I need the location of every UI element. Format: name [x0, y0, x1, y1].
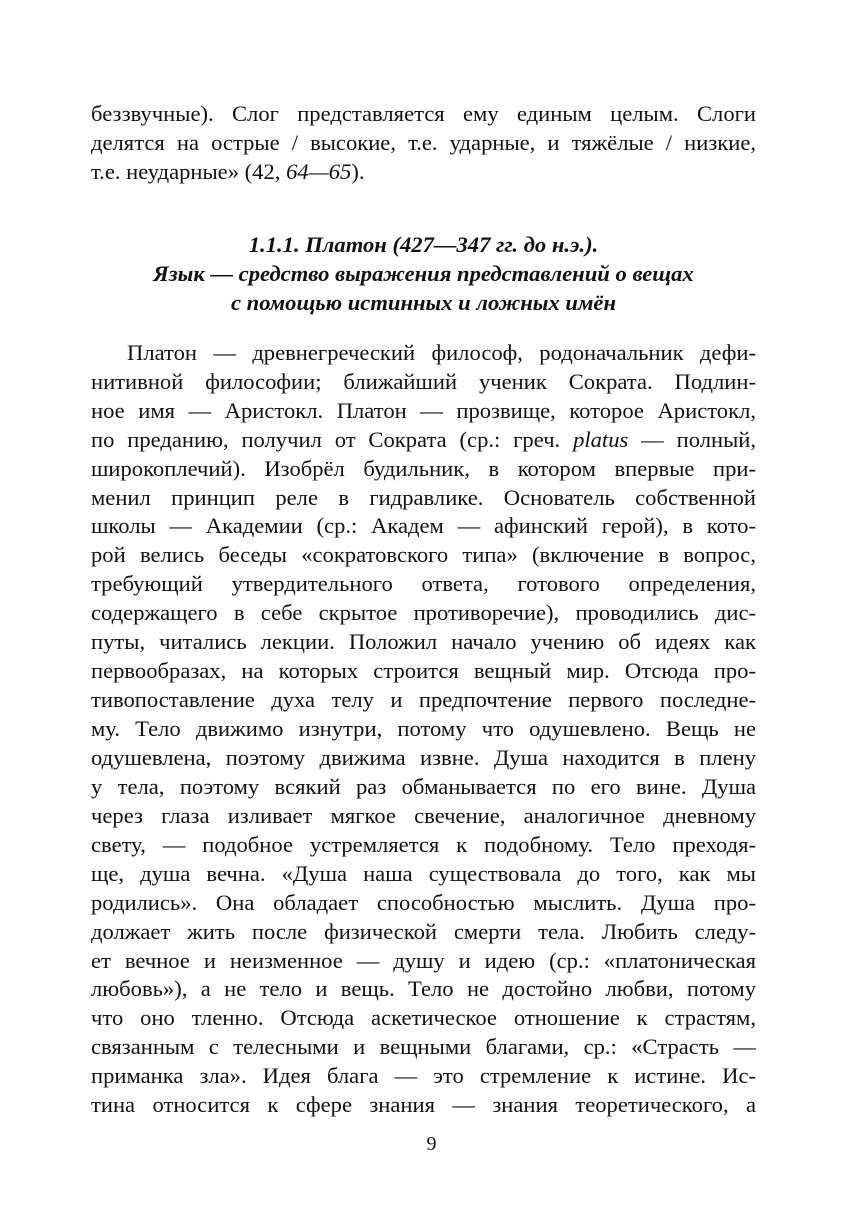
text-line: ное имя — Аристокл. Платон — прозвище, которое Аристокл, — [91, 397, 756, 423]
text-line: беззвучные). Слог представляется ему единым целым. Слоги — [91, 101, 756, 126]
text-span: по преданию, получил от Сократа (ср.: греч. — [91, 426, 574, 452]
heading-line-1: 1.1.1. Платон (427—347 гг. до н.э.). — [248, 231, 599, 257]
text-line: делятся на острые / высокие, т.е. ударные, и тяжёлые / низкие, — [91, 129, 756, 155]
text-span: т.е. неударные» (42, — [91, 158, 287, 184]
text-line: приманка зла». Идея блага — это стремление к истине. Ис- — [91, 1063, 756, 1089]
text-line: свету, — подобное устремляется к подобному. Тело преходя- — [91, 831, 756, 857]
text-span: — полный, — [628, 426, 756, 452]
page-range-italic: 64—65 — [286, 158, 352, 184]
text-line: широкоплечий). Изобрёл будильник, в котором впервые при- — [91, 455, 756, 481]
text-line: должает жить после физической смерти тела. Любить следу- — [91, 918, 756, 944]
text-line — [91, 426, 756, 455]
text-line: что оно тленно. Отсюда аскетическое отношение к страстям, — [91, 1005, 756, 1031]
text-line: школы — Академии (ср.: Академ — афинский герой), в кото- — [91, 513, 756, 539]
body-paragraph — [91, 339, 756, 1120]
intro-paragraph — [91, 100, 756, 187]
text-line: тина относится к сфере знания — знания теоретического, а — [91, 1092, 756, 1118]
text-line: путы, читались лекции. Положил начало учению об идеях как — [91, 629, 756, 655]
page-number: 9 — [426, 1133, 437, 1155]
text-line: у тела, поэтому всякий раз обманывается по его вине. Душа — [91, 773, 756, 799]
text-line — [91, 158, 756, 187]
section-heading — [91, 230, 756, 317]
text-line: нитивной философии; ближайший ученик Сократа. Подлин- — [91, 368, 756, 394]
text-line: рой велись беседы «сократовского типа» (включение в вопрос, — [91, 542, 756, 568]
text-line: связанным с телесными и вещными благами, ср.: «Страсть — — [91, 1034, 756, 1060]
text-line: одушевлена, поэтому движима извне. Душа находится в плену — [91, 744, 756, 770]
text-line: Платон — древнегреческий философ, родоначальник дефи- — [127, 339, 756, 365]
text-line: любовь»), а не тело и вещь. Тело не достойно любви, потому — [91, 976, 756, 1002]
page-content — [91, 100, 756, 1120]
text-line: родились». Она обладает способностью мыслить. Душа про- — [91, 889, 756, 915]
greek-word-italic: platus — [573, 426, 629, 452]
text-span: ). — [351, 158, 365, 184]
text-line: содержащего в себе скрытое противоречие), проводились дис- — [91, 600, 756, 626]
heading-line-3: с помощью истинных и ложных имён — [230, 289, 617, 315]
text-line: ет вечное и неизменное — душу и идею (ср.: «платоническая — [91, 947, 756, 973]
text-line: менил принцип реле в гидравлике. Основатель собственной — [91, 484, 756, 510]
text-line: ще, душа вечна. «Душа наша существовала до того, как мы — [91, 860, 756, 886]
text-line: требующий утвердительного ответа, готового определения, — [91, 571, 756, 597]
text-line: через глаза изливает мягкое свечение, аналогичное дневному — [91, 802, 756, 828]
heading-line-2: Язык — средство выражения представлений о вещах — [153, 260, 694, 286]
text-line: первообразах, на которых строится вещный мир. Отсюда про- — [91, 658, 756, 684]
text-line: тивопоставление духа телу и предпочтение первого последне- — [91, 687, 756, 713]
text-line: му. Тело движимо изнутри, потому что одушевлено. Вещь не — [91, 716, 756, 741]
